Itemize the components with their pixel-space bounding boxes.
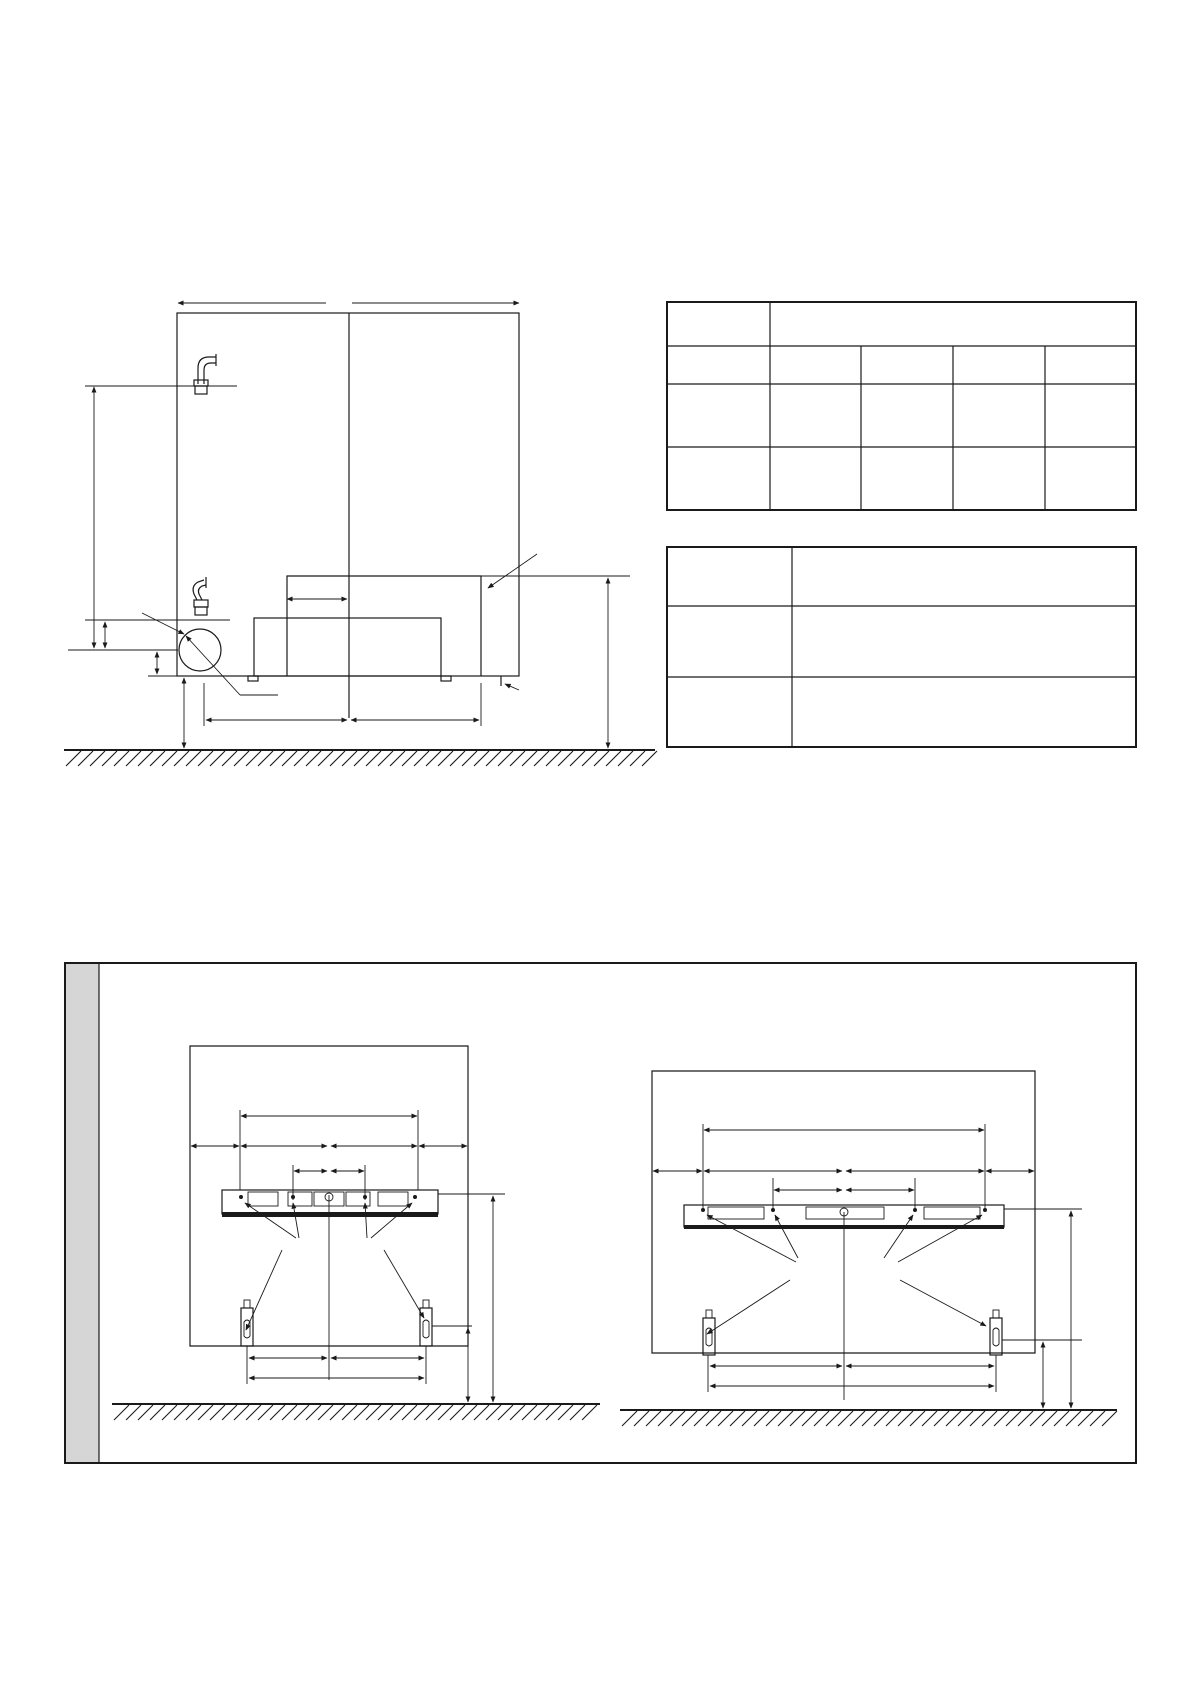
hatch-stroke — [570, 751, 585, 766]
hatch-stroke — [682, 1411, 697, 1426]
hatch-stroke — [318, 1405, 333, 1420]
hatch-stroke — [306, 1405, 321, 1420]
hatch-stroke — [66, 751, 81, 766]
hatch-stroke — [970, 1411, 985, 1426]
left-mounting-rail — [222, 1190, 438, 1217]
hatch-stroke — [910, 1411, 925, 1426]
right-unit-outline — [652, 1071, 1035, 1353]
hatch-stroke — [258, 1405, 273, 1420]
hatch-stroke — [402, 751, 417, 766]
hatch-stroke — [210, 1405, 225, 1420]
hatch-stroke — [462, 1405, 477, 1420]
hatch-stroke — [898, 1411, 913, 1426]
hatch-stroke — [742, 1411, 757, 1426]
hatch-stroke — [486, 1405, 501, 1420]
hatch-stroke — [474, 1405, 489, 1420]
hatch-stroke — [570, 1405, 585, 1420]
hatch-stroke — [438, 1405, 453, 1420]
pedestal-leader — [488, 554, 537, 588]
hatch-stroke — [606, 751, 621, 766]
hatch-stroke — [534, 1405, 549, 1420]
base-frame-box — [254, 618, 441, 676]
left-bracket-left — [241, 1300, 253, 1346]
hatch-stroke — [246, 751, 261, 766]
hatch-stroke — [1006, 1411, 1021, 1426]
hatch-stroke — [462, 751, 477, 766]
unit-body-outline — [177, 313, 519, 676]
hatch-stroke — [186, 751, 201, 766]
hatch-stroke — [958, 1411, 973, 1426]
hatch-stroke — [270, 1405, 285, 1420]
hatch-stroke — [790, 1411, 805, 1426]
hatch-stroke — [174, 751, 189, 766]
hatch-stroke — [414, 1405, 429, 1420]
hatch-stroke — [294, 751, 309, 766]
lower-pipe-fitting-icon — [193, 577, 208, 615]
floor-hatching — [66, 751, 657, 766]
hatch-stroke — [306, 751, 321, 766]
hatch-stroke — [426, 751, 441, 766]
hatch-stroke — [162, 1405, 177, 1420]
hatch-stroke — [198, 751, 213, 766]
unit-side-view-diagram — [64, 303, 657, 766]
pedestal-outline — [287, 576, 481, 676]
hatch-stroke — [378, 751, 393, 766]
hatch-stroke — [114, 1405, 129, 1420]
hatch-stroke — [1042, 1411, 1057, 1426]
hatch-stroke — [1090, 1411, 1105, 1426]
hatch-stroke — [670, 1411, 685, 1426]
hatch-stroke — [126, 1405, 141, 1420]
right-floor-hatching — [622, 1411, 1117, 1426]
hatch-stroke — [838, 1411, 853, 1426]
right-mounting-view — [620, 1071, 1117, 1426]
hatch-stroke — [982, 1411, 997, 1426]
foot-right — [441, 676, 451, 681]
hatch-stroke — [390, 751, 405, 766]
hatch-stroke — [342, 751, 357, 766]
hatch-stroke — [450, 1405, 465, 1420]
foot-left — [248, 676, 258, 681]
hatch-stroke — [402, 1405, 417, 1420]
hatch-stroke — [1066, 1411, 1081, 1426]
left-bracket-right — [420, 1300, 432, 1346]
hatch-stroke — [582, 1405, 597, 1420]
hatch-stroke — [234, 751, 249, 766]
hatch-stroke — [1018, 1411, 1033, 1426]
hatch-stroke — [282, 1405, 297, 1420]
legend-table — [667, 547, 1136, 747]
hatch-stroke — [102, 751, 117, 766]
hatch-stroke — [258, 751, 273, 766]
hatch-stroke — [126, 751, 141, 766]
hatch-stroke — [706, 1411, 721, 1426]
hatch-stroke — [1054, 1411, 1069, 1426]
hatch-stroke — [354, 751, 369, 766]
hatch-stroke — [874, 1411, 889, 1426]
hatch-stroke — [150, 1405, 165, 1420]
hatch-stroke — [582, 751, 597, 766]
hatch-stroke — [522, 751, 537, 766]
hatch-stroke — [922, 1411, 937, 1426]
hatch-stroke — [630, 751, 645, 766]
hatch-stroke — [594, 751, 609, 766]
hatch-stroke — [498, 1405, 513, 1420]
hatch-stroke — [850, 1411, 865, 1426]
hatch-stroke — [510, 751, 525, 766]
hatch-stroke — [646, 1411, 661, 1426]
hatch-stroke — [174, 1405, 189, 1420]
hatch-stroke — [162, 751, 177, 766]
drain-diameter-arrow — [186, 636, 240, 695]
hatch-stroke — [814, 1411, 829, 1426]
hatch-stroke — [186, 1405, 201, 1420]
drain-outlet-circle — [179, 629, 221, 671]
left-floor-hatching — [114, 1405, 597, 1420]
hatch-stroke — [486, 751, 501, 766]
hatch-stroke — [450, 751, 465, 766]
hatch-stroke — [246, 1405, 261, 1420]
hatch-stroke — [558, 751, 573, 766]
hatch-stroke — [342, 1405, 357, 1420]
hatch-stroke — [114, 751, 129, 766]
hatch-stroke — [294, 1405, 309, 1420]
hatch-stroke — [330, 751, 345, 766]
hatch-stroke — [438, 751, 453, 766]
hatch-stroke — [366, 1405, 381, 1420]
hatch-stroke — [222, 751, 237, 766]
hatch-stroke — [198, 1405, 213, 1420]
hatch-stroke — [718, 1411, 733, 1426]
hatch-stroke — [426, 1405, 441, 1420]
hatch-stroke — [270, 751, 285, 766]
hatch-stroke — [546, 1405, 561, 1420]
hatch-stroke — [150, 751, 165, 766]
hatch-stroke — [318, 751, 333, 766]
hatch-stroke — [330, 1405, 345, 1420]
hatch-stroke — [414, 751, 429, 766]
leveling-foot-leader — [505, 684, 519, 690]
hatch-stroke — [366, 751, 381, 766]
hatch-stroke — [622, 1411, 637, 1426]
hatch-stroke — [618, 751, 633, 766]
hatch-stroke — [90, 751, 105, 766]
left-mounting-view — [112, 1046, 600, 1420]
hatch-stroke — [994, 1411, 1009, 1426]
panel-side-tab — [65, 963, 99, 1463]
hatch-stroke — [210, 751, 225, 766]
hatch-stroke — [946, 1411, 961, 1426]
hatch-stroke — [802, 1411, 817, 1426]
hatch-stroke — [1102, 1411, 1117, 1426]
hatch-stroke — [234, 1405, 249, 1420]
hatch-stroke — [534, 751, 549, 766]
hatch-stroke — [754, 1411, 769, 1426]
hatch-stroke — [390, 1405, 405, 1420]
hatch-stroke — [642, 751, 657, 766]
hatch-stroke — [694, 1411, 709, 1426]
hatch-stroke — [658, 1411, 673, 1426]
upper-pipe-fitting-icon — [194, 354, 216, 394]
hatch-stroke — [826, 1411, 841, 1426]
hatch-stroke — [558, 1405, 573, 1420]
hatch-stroke — [78, 751, 93, 766]
hatch-stroke — [730, 1411, 745, 1426]
hatch-stroke — [862, 1411, 877, 1426]
hatch-stroke — [282, 751, 297, 766]
hatch-stroke — [378, 1405, 393, 1420]
hatch-stroke — [354, 1405, 369, 1420]
hatch-stroke — [546, 751, 561, 766]
hatch-stroke — [634, 1411, 649, 1426]
hatch-stroke — [138, 751, 153, 766]
right-bracket-right — [990, 1310, 1002, 1355]
legend-table-border — [667, 547, 1136, 747]
hatch-stroke — [222, 1405, 237, 1420]
hatch-stroke — [1078, 1411, 1093, 1426]
hatch-stroke — [510, 1405, 525, 1420]
spec-table — [667, 302, 1136, 510]
hatch-stroke — [522, 1405, 537, 1420]
hatch-stroke — [886, 1411, 901, 1426]
hatch-stroke — [474, 751, 489, 766]
spec-table-border — [667, 302, 1136, 510]
hatch-stroke — [934, 1411, 949, 1426]
drain-leader-line — [142, 613, 184, 634]
hatch-stroke — [766, 1411, 781, 1426]
hatch-stroke — [498, 751, 513, 766]
hatch-stroke — [138, 1405, 153, 1420]
hatch-stroke — [1030, 1411, 1045, 1426]
hatch-stroke — [778, 1411, 793, 1426]
